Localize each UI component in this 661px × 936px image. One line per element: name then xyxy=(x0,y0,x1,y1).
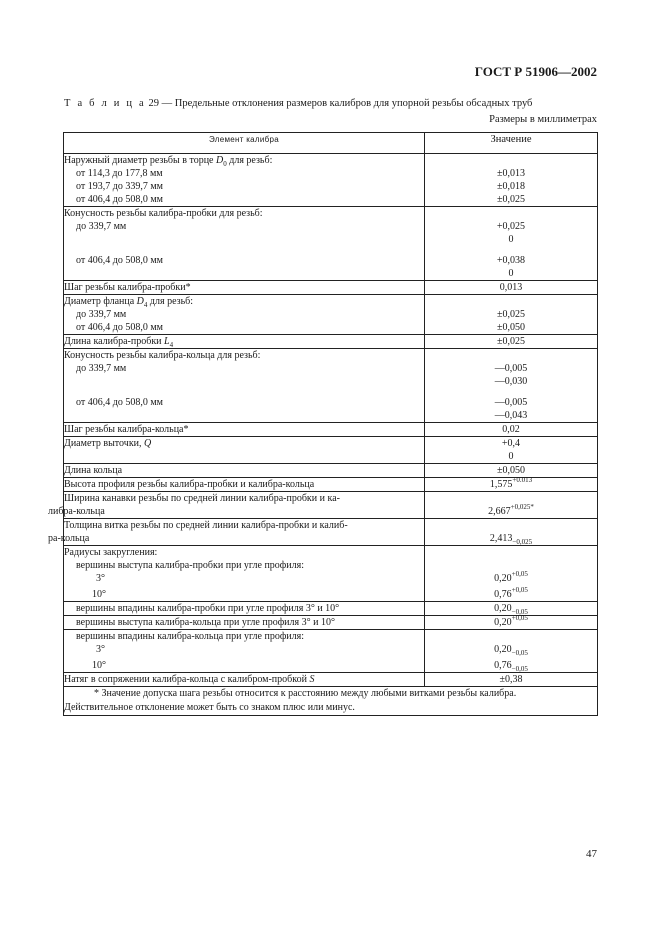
row-subitem: от 193,7 до 339,7 мм xyxy=(76,181,163,192)
table-header-row xyxy=(64,133,598,154)
tolerance-table xyxy=(48,132,598,716)
row-name xyxy=(64,207,425,281)
row-name: Длина кольца xyxy=(64,464,425,478)
row-name: Высота профиля резьбы калибра-пробки и калибра-кольца xyxy=(64,478,425,492)
row-name: Диаметр выточки, Q xyxy=(64,437,425,464)
row-value: ±0,38 xyxy=(425,673,598,687)
table-row xyxy=(64,281,598,295)
row-name: Ширина канавки резьбы по средней линии калибра-пробки и ка- либра-кольца xyxy=(64,492,425,519)
row-subitem: от 406,4 до 508,0 мм xyxy=(76,322,163,333)
row-name xyxy=(64,154,425,207)
row-subitem: от 406,4 до 508,0 мм xyxy=(76,397,163,408)
caption-text: — Предельные отклонения размеров калибров для упорной резьбы обсадных труб xyxy=(161,98,533,109)
row-name: Толщина витка резьбы по средней линии калибра-пробки и калиб- ра-кольца xyxy=(64,519,425,546)
row-value: $0,20^{+0,05}$ $0,76^{+0,05}$ xyxy=(425,546,598,602)
table-row xyxy=(64,616,598,630)
row-value: $2,667^{+0,025*}$ xyxy=(425,492,598,519)
row-subitem: от 114,3 до 177,8 мм xyxy=(76,168,163,179)
column-header-element: Элемент калибра xyxy=(64,133,425,154)
row-name xyxy=(64,295,425,335)
table-row xyxy=(64,437,598,464)
row-subitem: до 339,7 мм xyxy=(76,221,127,232)
table-row xyxy=(64,335,598,349)
table-row xyxy=(64,546,598,602)
row-value: $1,575^{+0.013}$ xyxy=(425,478,598,492)
row-subitem: до 339,7 мм xyxy=(76,363,127,374)
table-caption xyxy=(64,98,532,109)
row-name: вершины выступа калибра-кольца при угле профиля 3° и 10° xyxy=(64,616,425,630)
footnote-row xyxy=(64,687,598,716)
row-value: $0,20_{-0,05}$ xyxy=(425,602,598,616)
units-note: Размеры в миллиметрах xyxy=(489,114,597,125)
row-value: $0,20_{-0,05}$ $0,76_{-0,05}$ xyxy=(425,630,598,673)
table-row xyxy=(64,630,598,673)
row-value: ±0,025 xyxy=(425,335,598,349)
table-row xyxy=(64,349,598,423)
row-value: ±0,025 ±0,050 xyxy=(425,295,598,335)
row-value: +0,4 0 xyxy=(425,437,598,464)
row-value: +0,025 0 +0,038 0 xyxy=(425,207,598,281)
table-row xyxy=(64,423,598,437)
caption-number: 29 xyxy=(148,98,160,109)
row-subitem: от 406,4 до 508,0 мм xyxy=(76,255,163,266)
row-name: Длина калибра-пробки $L_4$ xyxy=(64,335,425,349)
row-name: вершины впадины калибра-кольца при угле профиля: 3° 10° xyxy=(64,630,425,673)
row-value: ±0,013 ±0,018 ±0,025 xyxy=(425,154,598,207)
row-value: 0,013 xyxy=(425,281,598,295)
page-number: 47 xyxy=(586,848,597,860)
row-name: вершины впадины калибра-пробки при угле профиля 3° и 10° xyxy=(64,602,425,616)
table-row xyxy=(64,295,598,335)
row-value: $0,20^{+0,05}$ xyxy=(425,616,598,630)
row-value: 0,02 xyxy=(425,423,598,437)
row-subitem: до 339,7 мм xyxy=(76,309,127,320)
row-name: Шаг резьбы калибра-пробки* xyxy=(64,281,425,295)
row-name: Натяг в сопряжении калибра-кольца с калибром-пробкой S xyxy=(64,673,425,687)
row-subitem: от 406,4 до 508,0 мм xyxy=(76,194,163,205)
table-row xyxy=(64,519,598,546)
row-title: Конусность резьбы калибра-кольца для резьб: xyxy=(64,350,261,361)
table-row xyxy=(64,478,598,492)
row-value: —0,005 —0,030 —0,005 —0,043 xyxy=(425,349,598,423)
caption-prefix: Т а б л и ц а xyxy=(64,98,146,109)
row-name: Шаг резьбы калибра-кольца* xyxy=(64,423,425,437)
row-title: Диаметр фланца $D_4$ для резьб: xyxy=(64,296,194,309)
row-name xyxy=(64,349,425,423)
row-name: Радиусы закругления: вершины выступа калибра-пробки при угле профиля: 3° 10° xyxy=(64,546,425,602)
row-value: ±0,050 xyxy=(425,464,598,478)
footnote: * Значение допуска шага резьбы относится к расстоянию между любыми витками резьбы калибра. Действительное отклонение может быть со знаком плюс или минус. xyxy=(64,687,598,716)
table-row xyxy=(64,673,598,687)
table-row xyxy=(64,154,598,207)
row-title: Радиусы закругления: xyxy=(64,547,158,558)
row-title: Наружный диаметр резьбы в торце $D_0$ для резьб: xyxy=(64,155,273,168)
row-title: Конусность резьбы калибра-пробки для резьб: xyxy=(64,208,263,219)
table-row xyxy=(64,492,598,519)
standard-number: ГОСТ Р 51906—2002 xyxy=(474,64,597,79)
row-value: $2,413_{-0,025}$ xyxy=(425,519,598,546)
table-row xyxy=(64,207,598,281)
column-header-value: Значение xyxy=(425,133,598,154)
